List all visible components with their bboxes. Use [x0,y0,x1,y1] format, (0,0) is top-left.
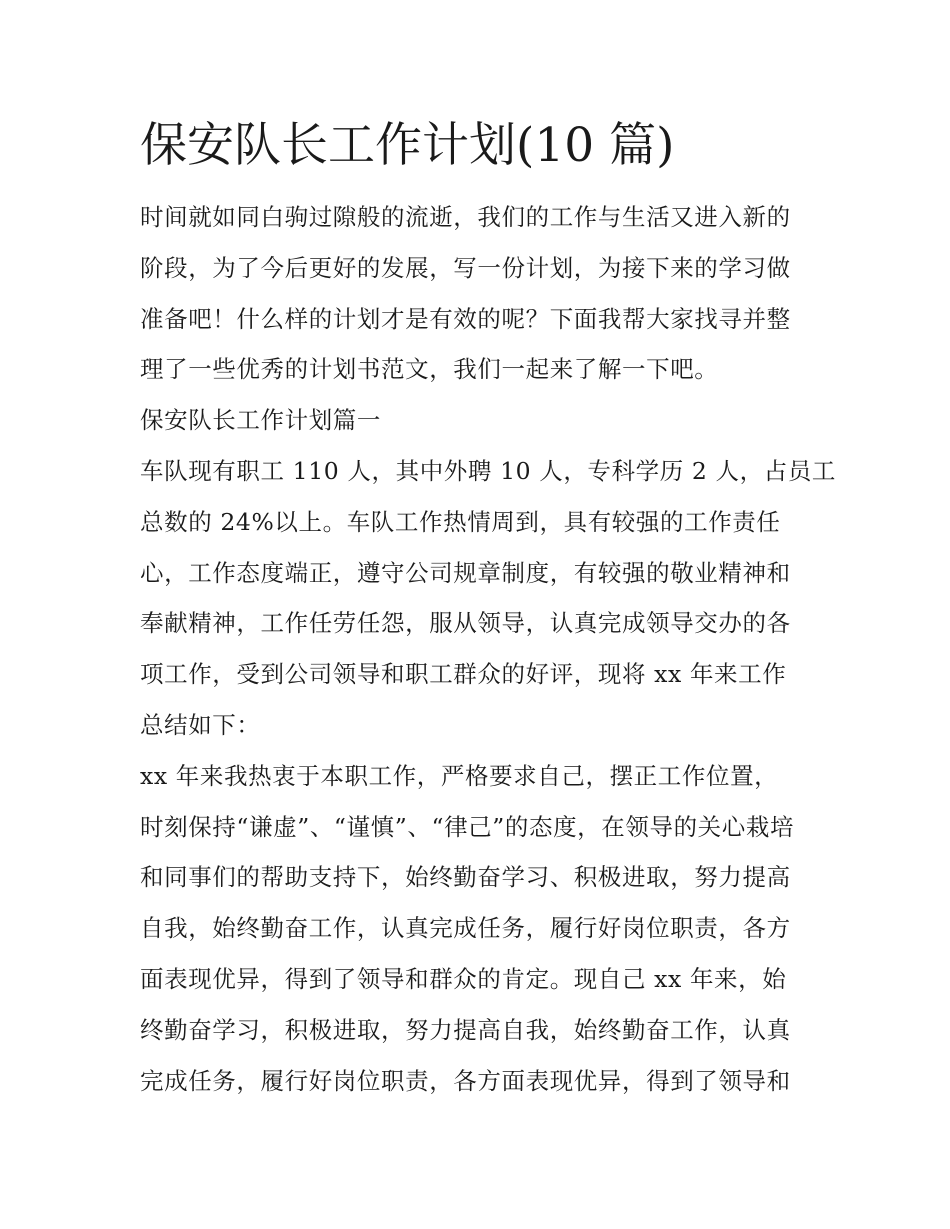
intro-line: 准备吧！什么样的计划才是有效的呢？下面我帮大家找寻并整 [140,304,791,333]
intro-line: 理了一些优秀的计划书范文，我们一起来了解一下吧。 [140,355,719,384]
paragraph-line: 和同事们的帮助支持下，始终勤奋学习、积极进取，努力提高 [140,863,791,892]
document-title: 保安队长工作计划(10 篇) [140,118,675,173]
paragraph-line: 面表现优异，得到了领导和群众的肯定。现自己 xx 年来，始 [140,964,787,993]
paragraph-line: 时刻保持“谦虚”、“谨慎”、“律己”的态度，在领导的关心栽培 [140,812,795,841]
paragraph-line: xx 年来我热衷于本职工作，严格要求自己，摆正工作位置， [140,761,779,790]
paragraph-line: 终勤奋学习，积极进取，努力提高自我，始终勤奋工作，认真 [140,1015,791,1044]
paragraph-line: 总数的 24%以上。车队工作热情周到，具有较强的工作责任 [140,507,781,536]
paragraph-line: 自我，始终勤奋工作，认真完成任务，履行好岗位职责，各方 [140,914,791,943]
paragraph-line: 项工作，受到公司领导和职工群众的好评，现将 xx 年来工作 [140,660,787,689]
intro-line: 时间就如同白驹过隙般的流逝，我们的工作与生活又进入新的 [140,203,791,231]
document-body [140,192,837,1106]
paragraph-line: 完成任务，履行好岗位职责，各方面表现优异，得到了领导和 [140,1066,791,1095]
paragraph-line: 奉献精神，工作任劳任怨，服从领导，认真完成领导交办的各 [140,609,791,638]
paragraph-line: 车队现有职工 110 人，其中外聘 10 人，专科学历 2 人，占员工 [140,456,837,485]
section-heading: 保安队长工作计划篇一 [140,406,381,435]
paragraph-line: 总结如下： [140,710,261,739]
intro-line: 阶段，为了今后更好的发展，写一份计划，为接下来的学习做 [140,253,791,282]
paragraph-line: 心，工作态度端正，遵守公司规章制度，有较强的敬业精神和 [140,558,791,587]
